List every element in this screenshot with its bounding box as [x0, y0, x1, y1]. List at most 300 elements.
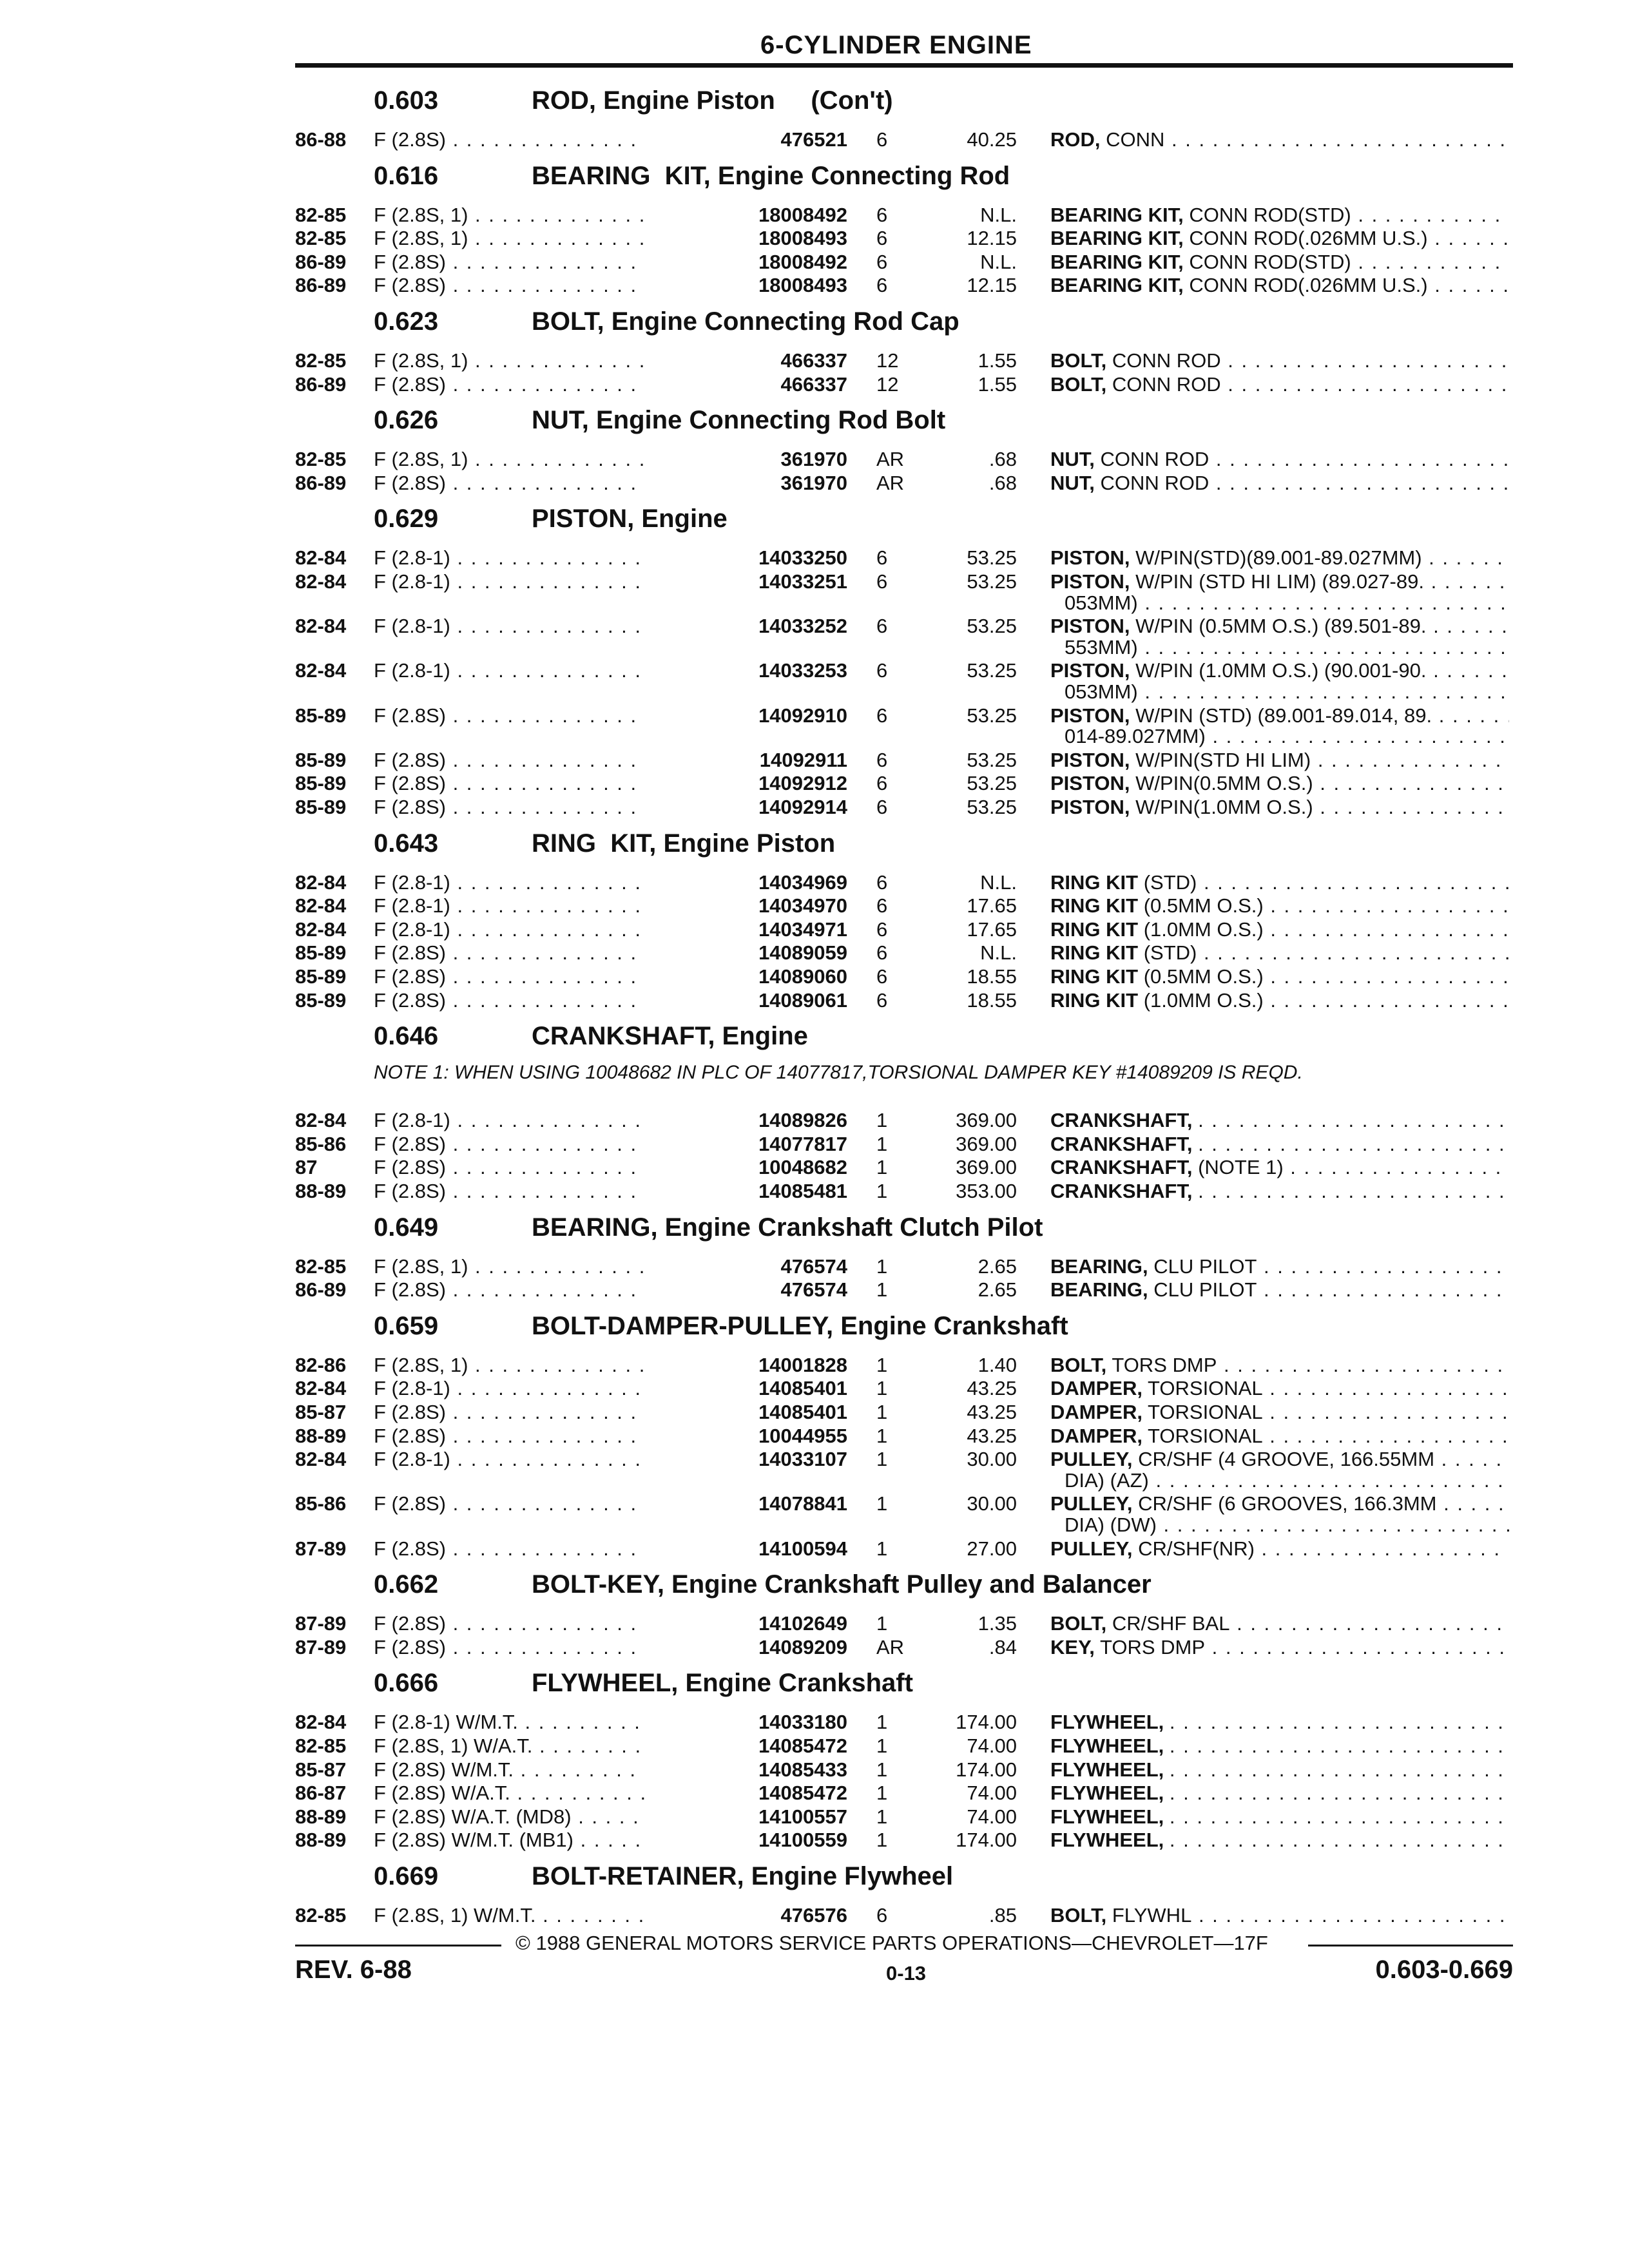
part-number: 18008493 [644, 274, 847, 296]
table-row [0, 1905, 1629, 1927]
table-row [0, 448, 1629, 470]
model-years: 88-89 [295, 1829, 347, 1852]
footer-page-number: 0-13 [886, 1962, 927, 1984]
application: F (2.8S) . . . [374, 1613, 715, 1635]
price: N.L. [980, 250, 1017, 273]
quantity: 1 [876, 1711, 888, 1734]
table-row [0, 1806, 1629, 1828]
description-name: FLYWHEEL, [1050, 1758, 1164, 1781]
description-name: PISTON, [1050, 660, 1130, 682]
description [1050, 547, 1509, 569]
quantity: 6 [876, 988, 888, 1012]
section-code: 0.643 [374, 829, 439, 858]
price: 53.25 [967, 570, 1017, 593]
description [1050, 1711, 1509, 1733]
description-detail: CLU PILOT [1153, 1255, 1257, 1278]
section-header [0, 1018, 1629, 1057]
model-years: 86-89 [295, 372, 347, 396]
model-years: 87-89 [295, 1612, 347, 1635]
description [1050, 1133, 1509, 1155]
description [1050, 990, 1509, 1012]
model-years: 86-89 [295, 1278, 347, 1302]
quantity: 6 [876, 965, 888, 988]
description-detail: CR/SHF(NR) [1138, 1537, 1255, 1560]
description [1050, 571, 1509, 593]
price: 18.55 [967, 988, 1017, 1012]
section-code: 0.603 [374, 86, 439, 115]
price: 174.00 [956, 1829, 1017, 1852]
description-name: FLYWHEEL, [1050, 1829, 1164, 1852]
description-name: RING KIT [1050, 966, 1139, 988]
quantity: 6 [876, 704, 888, 727]
model-years: 82-84 [295, 1711, 347, 1734]
footer-rule-right [1308, 1945, 1513, 1946]
part-number: 14034969 [644, 872, 847, 894]
description [1050, 374, 1509, 396]
section-code: 0.623 [374, 307, 439, 336]
description [1050, 472, 1509, 494]
description-detail: W/PIN(STD)(89.001-89.027MM) [1135, 547, 1422, 570]
table-row [0, 251, 1629, 273]
price: .84 [988, 1635, 1017, 1658]
price: 174.00 [956, 1758, 1017, 1781]
model-years: 82-84 [295, 1109, 347, 1132]
application: F (2.8S) . . . [374, 129, 715, 151]
quantity: 6 [876, 659, 888, 682]
part-number: 14001828 [644, 1354, 847, 1376]
section-code: 0.669 [374, 1862, 439, 1890]
quantity: 1 [876, 1377, 888, 1400]
table-row [0, 547, 1629, 569]
application: F (2.8S, 1) . . . [374, 1354, 715, 1376]
description-detail: W/PIN (0.5MM O.S.) (89.501-89. [1135, 615, 1427, 638]
table-row [0, 571, 1629, 593]
model-years: 82-84 [295, 615, 347, 638]
table-row [0, 1493, 1629, 1515]
part-number: 18008493 [644, 227, 847, 249]
model-years: 82-84 [295, 918, 347, 941]
table-row [0, 1448, 1629, 1470]
price: 1.55 [978, 372, 1017, 396]
application: F (2.8S) W/M.T. (MB1) . . . [374, 1829, 715, 1851]
part-number: 14085472 [644, 1735, 847, 1757]
description-name: BOLT, [1050, 373, 1107, 396]
description-name: DAMPER, [1050, 1401, 1142, 1423]
part-number: 14100594 [644, 1538, 847, 1560]
price: 17.65 [967, 894, 1017, 918]
description [1050, 204, 1509, 226]
description-detail: TORS DMP [1112, 1354, 1217, 1376]
description-name: RING KIT [1050, 942, 1139, 965]
model-years: 82-85 [295, 1735, 347, 1757]
model-years: 82-84 [295, 659, 347, 682]
model-years: 86-89 [295, 471, 347, 494]
description [1050, 1378, 1509, 1399]
part-number: 14033252 [644, 615, 847, 637]
price: 1.40 [978, 1353, 1017, 1376]
description [1050, 1180, 1509, 1202]
description-name: BEARING KIT, [1050, 227, 1184, 250]
application: F (2.8S) W/A.T. . . . [374, 1782, 715, 1804]
price: 43.25 [967, 1424, 1017, 1447]
price: 369.00 [956, 1132, 1017, 1155]
model-years: 86-89 [295, 250, 347, 273]
description-detail: CONN [1106, 129, 1165, 151]
price: N.L. [980, 941, 1017, 965]
price: 74.00 [967, 1782, 1017, 1805]
application: F (2.8S) . . . [374, 274, 715, 296]
table-row [0, 773, 1629, 794]
application: F (2.8S) . . . [374, 773, 715, 794]
section-note: NOTE 1: WHEN USING 10048682 IN PLC OF 14077817,TORSIONAL DAMPER KEY #14089209 IS REQD. [374, 1062, 1303, 1084]
application: F (2.8S) . . . [374, 251, 715, 273]
table-row [0, 204, 1629, 226]
description-detail: CONN ROD [1100, 448, 1210, 471]
description-continued: 053MM) . . . [1065, 592, 1509, 614]
description-detail: TORSIONAL [1148, 1425, 1263, 1447]
table-row-continuation [0, 637, 1629, 658]
application: F (2.8S) . . . [374, 796, 715, 818]
section-title: FLYWHEEL, Engine Crankshaft [532, 1669, 913, 1698]
section-title: BOLT-KEY, Engine Crankshaft Pulley and Balancer [532, 1570, 1152, 1599]
section-code: 0.616 [374, 161, 439, 190]
description-name: PULLEY, [1050, 1537, 1133, 1560]
section-header [0, 82, 1629, 121]
description-name: CRANKSHAFT, [1050, 1133, 1193, 1155]
model-years: 88-89 [295, 1805, 347, 1828]
application: F (2.8S) . . . [374, 1493, 715, 1515]
part-number: 18008492 [644, 204, 847, 226]
description [1050, 705, 1509, 727]
page-title: 6-CYLINDER ENGINE [760, 31, 1032, 59]
price: 30.00 [967, 1492, 1017, 1515]
model-years: 85-86 [295, 1132, 347, 1155]
part-number: 14033107 [644, 1448, 847, 1470]
description-name: DAMPER, [1050, 1425, 1142, 1447]
description [1050, 1354, 1509, 1376]
quantity: 12 [876, 372, 899, 396]
description-detail: TORSIONAL [1148, 1401, 1263, 1423]
description-name: RING KIT [1050, 871, 1139, 894]
application: F (2.8S) W/M.T. . . . [374, 1759, 715, 1781]
application: F (2.8S) . . . [374, 472, 715, 494]
part-number: 361970 [644, 472, 847, 494]
part-number: 466337 [644, 350, 847, 372]
price: N.L. [980, 203, 1017, 226]
price: 1.55 [978, 349, 1017, 372]
section-code: 0.659 [374, 1311, 439, 1340]
application: F (2.8-1) . . . [374, 1448, 715, 1470]
section-title: BEARING, Engine Crankshaft Clutch Pilot [532, 1213, 1043, 1242]
price: 53.25 [967, 659, 1017, 682]
application: F (2.8S) . . . [374, 705, 715, 727]
quantity: 1 [876, 1156, 888, 1179]
application: F (2.8S, 1) W/M.T. . . . [374, 1905, 715, 1927]
section-title: RING KIT, Engine Piston [532, 829, 836, 858]
price: 40.25 [967, 128, 1017, 151]
section-code: 0.626 [374, 406, 439, 435]
quantity: 6 [876, 250, 888, 273]
section-code: 0.662 [374, 1570, 439, 1599]
description-detail: (STD) [1143, 942, 1197, 965]
price: .68 [988, 471, 1017, 494]
price: 12.15 [967, 274, 1017, 297]
description-detail: W/PIN (1.0MM O.S.) (90.001-90. [1135, 660, 1427, 682]
quantity: 12 [876, 349, 899, 372]
description-name: PISTON, [1050, 704, 1130, 727]
quantity: 1 [876, 1278, 888, 1302]
table-row [0, 796, 1629, 818]
part-number: 14102649 [644, 1613, 847, 1635]
table-row [0, 1110, 1629, 1131]
part-number: 10044955 [644, 1425, 847, 1447]
description [1050, 1806, 1509, 1828]
description-detail: W/PIN (STD HI LIM) (89.027-89. [1135, 571, 1424, 593]
part-number: 14092912 [644, 773, 847, 794]
description-continued: 053MM) . . . [1065, 681, 1509, 703]
table-row [0, 1279, 1629, 1301]
description-detail: CONN ROD [1112, 373, 1221, 396]
quantity: 1 [876, 1758, 888, 1781]
section-title: BOLT-DAMPER-PULLEY, Engine Crankshaft [532, 1311, 1068, 1340]
application: F (2.8S, 1) W/A.T. . . . [374, 1735, 715, 1757]
application: F (2.8S) . . . [374, 1180, 715, 1202]
model-years: 82-84 [295, 570, 347, 593]
table-row [0, 872, 1629, 894]
description-name: CRANKSHAFT, [1050, 1110, 1193, 1132]
model-years: 86-88 [295, 128, 347, 151]
application: F (2.8S) . . . [374, 374, 715, 396]
section-header [0, 158, 1629, 197]
model-years: 82-84 [295, 546, 347, 570]
table-row [0, 1538, 1629, 1560]
price: 30.00 [967, 1448, 1017, 1471]
application: F (2.8S) . . . [374, 1538, 715, 1560]
description-detail: CR/SHF (6 GROOVES, 166.3MM [1138, 1493, 1437, 1515]
part-number: 14033251 [644, 571, 847, 593]
description-name: RING KIT [1050, 989, 1139, 1012]
part-number: 14089061 [644, 990, 847, 1012]
description-name: CRANKSHAFT, [1050, 1157, 1193, 1179]
section-title: BOLT-RETAINER, Engine Flywheel [532, 1862, 954, 1890]
table-row [0, 942, 1629, 964]
part-number: 14085472 [644, 1782, 847, 1804]
section-title: BOLT, Engine Connecting Rod Cap [532, 307, 959, 336]
description-detail: CONN ROD(.026MM U.S.) [1189, 227, 1428, 250]
model-years: 85-89 [295, 748, 347, 771]
section-header [0, 1209, 1629, 1248]
application: F (2.8S, 1) . . . [374, 227, 715, 249]
description-detail: CLU PILOT [1153, 1279, 1257, 1302]
table-row [0, 919, 1629, 941]
model-years: 82-85 [295, 1254, 347, 1278]
application: F (2.8S) . . . [374, 1401, 715, 1423]
price: .68 [988, 448, 1017, 471]
quantity: 1 [876, 1492, 888, 1515]
section-title: ROD, Engine Piston (Con't) [532, 86, 893, 115]
description [1050, 1905, 1509, 1927]
section-code: 0.629 [374, 505, 439, 533]
quantity: 6 [876, 870, 888, 894]
model-years: 85-89 [295, 941, 347, 965]
description-name: BOLT, [1050, 1905, 1107, 1927]
model-years: 86-87 [295, 1782, 347, 1805]
quantity: 1 [876, 1401, 888, 1423]
section-title: PISTON, Engine [532, 505, 728, 533]
section-header [0, 501, 1629, 539]
table-row [0, 895, 1629, 917]
quantity: 6 [876, 748, 888, 771]
description-detail: (1.0MM O.S.) [1143, 918, 1264, 941]
quantity: 6 [876, 546, 888, 570]
description [1050, 227, 1509, 249]
part-number: 14033180 [644, 1711, 847, 1733]
model-years: 86-89 [295, 274, 347, 297]
quantity: 6 [876, 772, 888, 795]
description-name: BEARING, [1050, 1279, 1148, 1302]
quantity: 6 [876, 227, 888, 250]
price: 1.35 [978, 1612, 1017, 1635]
table-row-continuation [0, 681, 1629, 703]
table-row [0, 129, 1629, 151]
description-name: PISTON, [1050, 773, 1130, 795]
description-name: FLYWHEEL, [1050, 1711, 1164, 1734]
model-years: 82-86 [295, 1353, 347, 1376]
table-row [0, 1157, 1629, 1178]
description-name: BEARING, [1050, 1255, 1148, 1278]
price: 18.55 [967, 965, 1017, 988]
quantity: AR [876, 1635, 905, 1658]
description-detail: CONN ROD [1112, 350, 1221, 372]
quantity: 1 [876, 1109, 888, 1132]
part-number: 14078841 [644, 1493, 847, 1515]
description [1050, 749, 1509, 771]
part-number: 14089060 [644, 966, 847, 988]
quantity: 1 [876, 1180, 888, 1202]
part-number: 14034970 [644, 895, 847, 917]
description [1050, 1759, 1509, 1781]
application: F (2.8-1) . . . [374, 919, 715, 941]
model-years: 88-89 [295, 1180, 347, 1202]
description-name: BEARING KIT, [1050, 204, 1184, 226]
quantity: 1 [876, 1805, 888, 1828]
quantity: 1 [876, 1735, 888, 1757]
description-name: NUT, [1050, 472, 1095, 494]
model-years: 85-86 [295, 1492, 347, 1515]
section-header [0, 1665, 1629, 1704]
price: 53.25 [967, 704, 1017, 727]
table-row [0, 1133, 1629, 1155]
description-name: CRANKSHAFT, [1050, 1180, 1193, 1202]
quantity: 1 [876, 1424, 888, 1447]
description-name: PISTON, [1050, 796, 1130, 818]
quantity: AR [876, 471, 905, 494]
table-row [0, 1378, 1629, 1399]
table-row [0, 1711, 1629, 1733]
table-row [0, 966, 1629, 988]
part-number: 14033250 [644, 547, 847, 569]
model-years: 85-89 [295, 965, 347, 988]
description [1050, 615, 1509, 637]
description-detail: TORS DMP [1099, 1636, 1206, 1658]
quantity: 6 [876, 274, 888, 297]
application: F (2.8S) W/A.T. (MD8) . . . [374, 1806, 715, 1828]
description-detail: CONN ROD(STD) [1189, 251, 1351, 273]
section-header [0, 825, 1629, 864]
quantity: 6 [876, 894, 888, 918]
description-detail: FLYWHL [1112, 1905, 1192, 1927]
description-name: PISTON, [1050, 571, 1130, 593]
price: 53.25 [967, 748, 1017, 771]
part-number: 14100559 [644, 1829, 847, 1851]
table-row [0, 350, 1629, 372]
application: F (2.8S) . . . [374, 942, 715, 964]
table-row [0, 1256, 1629, 1278]
description [1050, 448, 1509, 470]
description-name: FLYWHEEL, [1050, 1735, 1164, 1757]
part-number: 14033253 [644, 660, 847, 682]
description [1050, 1637, 1509, 1658]
part-number: 14100557 [644, 1806, 847, 1828]
description-name: FLYWHEEL, [1050, 1782, 1164, 1805]
model-years: 82-84 [295, 870, 347, 894]
part-number: 14092910 [644, 705, 847, 727]
part-number: 14089059 [644, 942, 847, 964]
description-name: PULLEY, [1050, 1493, 1133, 1515]
quantity: 1 [876, 1448, 888, 1471]
application: F (2.8-1) . . . [374, 615, 715, 637]
model-years: 87 [295, 1156, 318, 1179]
part-number: 14077817 [644, 1133, 847, 1155]
part-number: 14085481 [644, 1180, 847, 1202]
description [1050, 251, 1509, 273]
table-row [0, 1425, 1629, 1447]
price: .85 [988, 1904, 1017, 1927]
description [1050, 1401, 1509, 1423]
description [1050, 1735, 1509, 1757]
description [1050, 1279, 1509, 1301]
model-years: 85-87 [295, 1401, 347, 1423]
description-detail: CR/SHF (4 GROOVE, 166.55MM [1138, 1448, 1435, 1471]
application: F (2.8S, 1) . . . [374, 204, 715, 226]
part-number: 14092914 [644, 796, 847, 818]
description-detail: W/PIN(1.0MM O.S.) [1135, 796, 1313, 818]
footer-rule-left [295, 1945, 501, 1946]
description-name: BEARING KIT, [1050, 251, 1184, 273]
table-row [0, 1735, 1629, 1757]
description-detail: CONN ROD [1100, 472, 1210, 494]
model-years: 85-89 [295, 704, 347, 727]
part-number: 14089209 [644, 1637, 847, 1658]
quantity: 6 [876, 796, 888, 818]
application: F (2.8S, 1) . . . [374, 1256, 715, 1278]
description [1050, 274, 1509, 296]
description-detail: TORSIONAL [1148, 1378, 1263, 1400]
description-name: BOLT, [1050, 350, 1107, 372]
model-years: 87-89 [295, 1537, 347, 1560]
price: N.L. [980, 870, 1017, 894]
quantity: 6 [876, 128, 888, 151]
quantity: 1 [876, 1353, 888, 1376]
part-number: 14085433 [644, 1759, 847, 1781]
model-years: 88-89 [295, 1424, 347, 1447]
table-row-continuation [0, 1470, 1629, 1492]
description-name: NUT, [1050, 448, 1095, 471]
model-years: 85-87 [295, 1758, 347, 1781]
model-years: 82-84 [295, 894, 347, 918]
section-code: 0.649 [374, 1213, 439, 1242]
description-name: PISTON, [1050, 749, 1130, 771]
